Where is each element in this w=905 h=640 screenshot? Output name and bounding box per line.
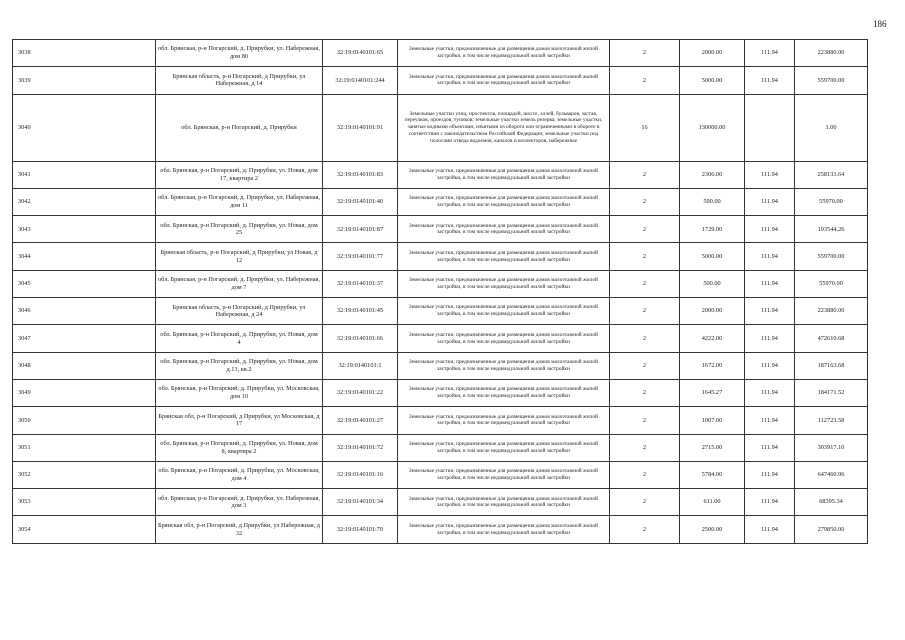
area-cell: 1729.00	[680, 216, 745, 243]
cadastral-number-cell: 32:19:0140101:40	[323, 188, 398, 215]
page-number: 186	[873, 19, 887, 29]
cadastral-value-cell: 303917.10	[795, 434, 868, 461]
cadastral-number-cell: 32:19:0140101:16	[323, 461, 398, 488]
row-number-cell: 3039	[13, 67, 156, 94]
specific-value-cell: 111.94	[745, 216, 795, 243]
table-row	[13, 461, 868, 488]
cadastral-value-cell: 193544.26	[795, 216, 868, 243]
table-row	[13, 243, 868, 270]
address-cell: обл. Брянская, р-н Погарский, д. Прирубки	[156, 94, 323, 161]
group-cell: 2	[610, 243, 680, 270]
cadastral-value-cell: 68395.34	[795, 489, 868, 516]
land-use-cell: Земельные участки, предназначенные для размещения домов малоэтажной жилой застройки, в том числе индивидуальной жилой застройки	[398, 67, 610, 94]
table-row	[13, 270, 868, 297]
row-number-cell: 3045	[13, 270, 156, 297]
cadastral-number-cell: 32:19:0140101:91	[323, 94, 398, 161]
cadastral-number-cell: 32:19:0140101:65	[323, 40, 398, 67]
land-use-cell: Земельные участки, предназначенные для размещения домов малоэтажной жилой застройки, в том числе индивидуальной жилой застройки	[398, 216, 610, 243]
cadastral-value-cell: 184171.52	[795, 379, 868, 406]
group-cell: 2	[610, 298, 680, 325]
area-cell: 2000.00	[680, 298, 745, 325]
land-use-cell: Земельные участки, предназначенные для размещения домов малоэтажной жилой застройки, в том числе индивидуальной жилой застройки	[398, 516, 610, 543]
area-cell: 5000.00	[680, 243, 745, 270]
cadastral-value-cell: 258133.64	[795, 161, 868, 188]
land-use-cell: Земельные участки, предназначенные для размещения домов малоэтажной жилой застройки, в том числе индивидуальной жилой застройки	[398, 434, 610, 461]
address-cell: обл. Брянская, р-н Погарский, д. Прирубки, ул. Набережная, дом 11	[156, 188, 323, 215]
cadastral-value-table	[12, 39, 868, 544]
row-number-cell: 3044	[13, 243, 156, 270]
area-cell: 4222.00	[680, 325, 745, 352]
cadastral-value-cell: 647460.96	[795, 461, 868, 488]
row-number-cell: 3043	[13, 216, 156, 243]
table-row	[13, 325, 868, 352]
specific-value-cell: 111.94	[745, 188, 795, 215]
address-cell: обл. Брянская, р-н Погарский, д. Прирубки, ул. Набережная, дом 7	[156, 270, 323, 297]
area-cell: 500.00	[680, 270, 745, 297]
row-number-cell: 3038	[13, 40, 156, 67]
area-cell: 1645.27	[680, 379, 745, 406]
group-cell: 2	[610, 40, 680, 67]
cadastral-number-cell: 32:19:0140101:244	[323, 67, 398, 94]
specific-value-cell: 111.94	[745, 516, 795, 543]
land-use-cell: Земельные участки, предназначенные для размещения домов малоэтажной жилой застройки, в том числе индивидуальной жилой застройки	[398, 188, 610, 215]
specific-value-cell: 111.94	[745, 407, 795, 434]
group-cell: 2	[610, 67, 680, 94]
cadastral-number-cell: 32:19:0140101:34	[323, 489, 398, 516]
cadastral-number-cell: 32:19:0140101:87	[323, 216, 398, 243]
land-use-cell: Земельные участки, предназначенные для размещения домов малоэтажной жилой застройки, в том числе индивидуальной жилой застройки	[398, 270, 610, 297]
row-number-cell: 3041	[13, 161, 156, 188]
land-use-cell: Земельные участки, предназначенные для размещения домов малоэтажной жилой застройки, в том числе индивидуальной жилой застройки	[398, 40, 610, 67]
land-use-cell: Земельные участки улиц, проспектов, площадей, шоссе, аллей, бульваров, застав, переулков, проездов, тупиков; земельные участки земель резерва; земельные участки, занятые водными объектами, изъятыми из оборота или ограниченными в обороте в соответствии с законодательством Российской Федерации; земельные участки под полосами отвода водоемов, каналов и коллекторов, набережные	[398, 94, 610, 161]
cadastral-number-cell: 32:19:0140101:66	[323, 325, 398, 352]
specific-value-cell: 111.94	[745, 270, 795, 297]
cadastral-number-cell: 32:19:0140101:1	[323, 352, 398, 379]
table-row	[13, 434, 868, 461]
row-number-cell: 3053	[13, 489, 156, 516]
address-cell: обл. Брянская, р-н Погарский, д. Прирубки, ул. Набережная, дом 80	[156, 40, 323, 67]
table-row	[13, 67, 868, 94]
specific-value-cell: 111.94	[745, 298, 795, 325]
cadastral-number-cell: 32:19:0140101:27	[323, 407, 398, 434]
land-use-cell: Земельные участки, предназначенные для размещения домов малоэтажной жилой застройки, в том числе индивидуальной жилой застройки	[398, 325, 610, 352]
group-cell: 2	[610, 352, 680, 379]
address-cell: Брянская обл, р-н Погарский, д Прирубки, ул Набережная, д 32	[156, 516, 323, 543]
group-cell: 2	[610, 489, 680, 516]
specific-value-cell: 111.94	[745, 489, 795, 516]
specific-value-cell: 111.94	[745, 352, 795, 379]
area-cell: 2715.00	[680, 434, 745, 461]
cadastral-number-cell: 32:19:0140101:37	[323, 270, 398, 297]
row-number-cell: 3046	[13, 298, 156, 325]
cadastral-value-cell: 559700.00	[795, 243, 868, 270]
row-number-cell: 3047	[13, 325, 156, 352]
table-row	[13, 407, 868, 434]
group-cell: 2	[610, 516, 680, 543]
row-number-cell: 3049	[13, 379, 156, 406]
address-cell: Брянская область, р-н Погарский, д Прирубки, ул Новая, д 12	[156, 243, 323, 270]
area-cell: 130000.00	[680, 94, 745, 161]
specific-value-cell	[745, 94, 795, 161]
cadastral-value-cell: 55970.00	[795, 270, 868, 297]
address-cell: обл. Брянская, р-н Погарский, д. Прирубки, ул. Новая, дом 4	[156, 325, 323, 352]
group-cell: 2	[610, 379, 680, 406]
area-cell: 1007.00	[680, 407, 745, 434]
land-use-cell: Земельные участки, предназначенные для размещения домов малоэтажной жилой застройки, в том числе индивидуальной жилой застройки	[398, 243, 610, 270]
cadastral-value-cell: 1.00	[795, 94, 868, 161]
group-cell: 16	[610, 94, 680, 161]
land-use-cell: Земельные участки, предназначенные для размещения домов малоэтажной жилой застройки, в том числе индивидуальной жилой застройки	[398, 352, 610, 379]
table-row	[13, 161, 868, 188]
row-number-cell: 3051	[13, 434, 156, 461]
address-cell: обл. Брянская, р-н Погарский, д. Прирубки, ул. Московская, дом 4	[156, 461, 323, 488]
specific-value-cell: 111.94	[745, 434, 795, 461]
group-cell: 2	[610, 188, 680, 215]
area-cell: 611.00	[680, 489, 745, 516]
cadastral-value-cell: 223880.00	[795, 40, 868, 67]
address-cell: обл. Брянская, р-н Погарский, д. Прирубки, ул. Набережная, дом 3	[156, 489, 323, 516]
row-number-cell: 3054	[13, 516, 156, 543]
cadastral-number-cell: 32:19:0140101:22	[323, 379, 398, 406]
address-cell: Брянская область, р-н Погарский, д Прирубки, ул Набережная, д 24	[156, 298, 323, 325]
specific-value-cell: 111.94	[745, 379, 795, 406]
specific-value-cell: 111.94	[745, 243, 795, 270]
group-cell: 2	[610, 216, 680, 243]
table-row	[13, 352, 868, 379]
area-cell: 5000.00	[680, 67, 745, 94]
specific-value-cell: 111.94	[745, 67, 795, 94]
specific-value-cell: 111.94	[745, 461, 795, 488]
cadastral-value-cell: 559700.00	[795, 67, 868, 94]
cadastral-number-cell: 32:19:0140101:70	[323, 516, 398, 543]
address-cell: Брянская обл, р-н Погарский, д Прирубки, ул Московская, д 17	[156, 407, 323, 434]
cadastral-value-cell: 55970.00	[795, 188, 868, 215]
land-use-cell: Земельные участки, предназначенные для размещения домов малоэтажной жилой застройки, в том числе индивидуальной жилой застройки	[398, 379, 610, 406]
cadastral-value-cell: 187163.68	[795, 352, 868, 379]
land-use-cell: Земельные участки, предназначенные для размещения домов малоэтажной жилой застройки, в том числе индивидуальной жилой застройки	[398, 407, 610, 434]
table-row	[13, 516, 868, 543]
area-cell: 2306.00	[680, 161, 745, 188]
cadastral-value-cell: 223880.00	[795, 298, 868, 325]
area-cell: 1672.00	[680, 352, 745, 379]
land-use-cell: Земельные участки, предназначенные для размещения домов малоэтажной жилой застройки, в том числе индивидуальной жилой застройки	[398, 489, 610, 516]
specific-value-cell: 111.94	[745, 40, 795, 67]
cadastral-number-cell: 32:19:0140101:83	[323, 161, 398, 188]
specific-value-cell: 111.94	[745, 325, 795, 352]
address-cell: обл. Брянская, р-н Погарский, д. Прирубки, ул. Новая, дом д.13, кв.2	[156, 352, 323, 379]
cadastral-value-cell: 279850.00	[795, 516, 868, 543]
address-cell: обл. Брянская, р-н Погарский, д. Прирубки, ул. Новая, дом 8, квартира 2	[156, 434, 323, 461]
table-body	[13, 40, 868, 544]
group-cell: 2	[610, 270, 680, 297]
area-cell: 2500.00	[680, 516, 745, 543]
address-cell: обл. Брянская, р-н Погарский, д. Прирубки, ул. Новая, дом 25	[156, 216, 323, 243]
table-row	[13, 298, 868, 325]
cadastral-number-cell: 32:19:0140101:72	[323, 434, 398, 461]
table-row	[13, 489, 868, 516]
land-use-cell: Земельные участки, предназначенные для размещения домов малоэтажной жилой застройки, в том числе индивидуальной жилой застройки	[398, 298, 610, 325]
cadastral-number-cell: 32:19:0140101:77	[323, 243, 398, 270]
area-cell: 500.00	[680, 188, 745, 215]
group-cell: 2	[610, 325, 680, 352]
address-cell: Брянская область, р-н Погарский, д Прирубки, ул Набережная, д 14	[156, 67, 323, 94]
table-row	[13, 40, 868, 67]
cadastral-number-cell: 32:19:0140101:45	[323, 298, 398, 325]
table-row	[13, 94, 868, 161]
row-number-cell: 3040	[13, 94, 156, 161]
group-cell: 2	[610, 434, 680, 461]
group-cell: 2	[610, 161, 680, 188]
cadastral-value-cell: 112723.58	[795, 407, 868, 434]
group-cell: 2	[610, 407, 680, 434]
table-row	[13, 188, 868, 215]
row-number-cell: 3052	[13, 461, 156, 488]
group-cell: 2	[610, 461, 680, 488]
address-cell: обл. Брянская, р-н Погарский, д. Прирубки, ул. Московская, дом 10	[156, 379, 323, 406]
land-use-cell: Земельные участки, предназначенные для размещения домов малоэтажной жилой застройки, в том числе индивидуальной жилой застройки	[398, 161, 610, 188]
row-number-cell: 3050	[13, 407, 156, 434]
row-number-cell: 3048	[13, 352, 156, 379]
land-use-cell: Земельные участки, предназначенные для размещения домов малоэтажной жилой застройки, в том числе индивидуальной жилой застройки	[398, 461, 610, 488]
area-cell: 5784.00	[680, 461, 745, 488]
row-number-cell: 3042	[13, 188, 156, 215]
table-row	[13, 379, 868, 406]
specific-value-cell: 111.94	[745, 161, 795, 188]
address-cell: обл. Брянская, р-н Погарский, д. Прирубки, ул. Новая, дом 17, квартира 2	[156, 161, 323, 188]
area-cell: 2000.00	[680, 40, 745, 67]
table-row	[13, 216, 868, 243]
cadastral-value-cell: 472610.68	[795, 325, 868, 352]
